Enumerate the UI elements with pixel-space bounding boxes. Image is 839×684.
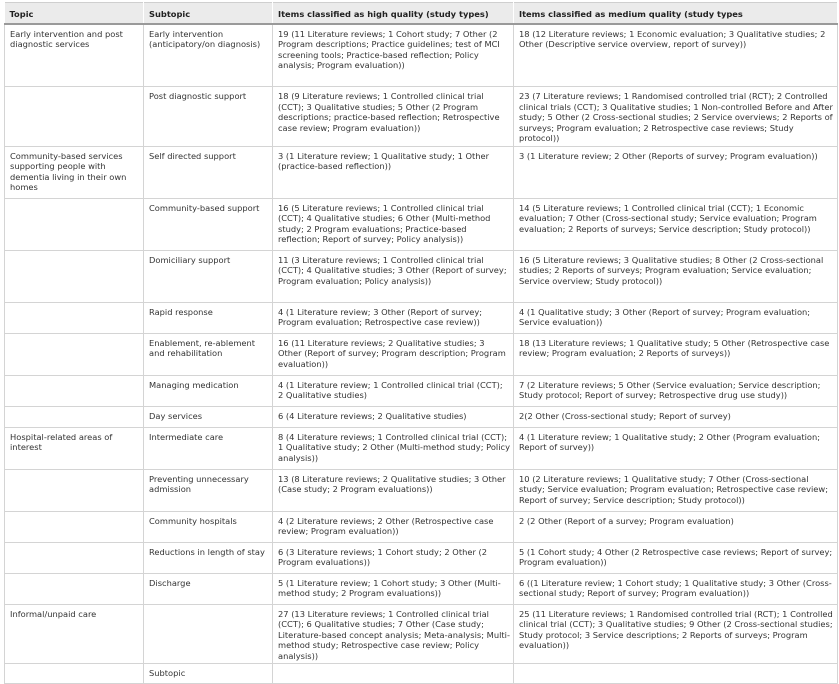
medium-quality-cell: 16 (5 Literature reviews; 3 Qualitative studies; 8 Other (2 Cross-sectional studies; 2 Reports of surveys; Program evaluation; Service evaluation; Service overview; Study protocol)) xyxy=(514,250,838,302)
medium-quality-cell: 25 (11 Literature reviews; 1 Randomised controlled trial (RCT); 1 Controlled clinical trial (CCT); 3 Qualitative studies; 9 Other (2 Cross-sectional studies; Study protocol; 3 Service descriptions; 2 Reports of surveys; Program evaluation)) xyxy=(514,604,838,664)
topic-cell xyxy=(5,664,144,684)
table-header-row xyxy=(5,3,838,24)
topic-cell: Early intervention and post diagnostic services xyxy=(5,24,144,87)
table-row xyxy=(5,375,838,406)
topic-cell xyxy=(5,250,144,302)
table-row xyxy=(5,24,838,87)
medium-quality-cell: 4 (1 Qualitative study; 3 Other (Report of survey; Program evaluation; Service evaluation)) xyxy=(514,302,838,333)
high-quality-cell: 27 (13 Literature reviews; 1 Controlled clinical trial (CCT); 6 Qualitative studies; 7 Other (Case study; Literature-based concept analysis; Meta-analysis; Multi-method study; Retrospective case review; Policy analysis)) xyxy=(273,604,514,664)
medium-quality-cell: 18 (12 Literature reviews; 1 Economic evaluation; 3 Qualitative studies; 2 Other (Descriptive service overview, report of survey)) xyxy=(514,24,838,87)
topic-cell xyxy=(5,198,144,250)
subtopic-cell: Enablement, re-ablement and rehabilitation xyxy=(144,333,273,375)
medium-quality-cell: 5 (1 Cohort study; 4 Other (2 Retrospective case reviews; Report of survey; Program evaluation)) xyxy=(514,542,838,573)
subtopic-cell: Reductions in length of stay xyxy=(144,542,273,573)
topic-cell xyxy=(5,406,144,427)
topic-cell xyxy=(5,302,144,333)
subtopic-cell: Preventing unnecessary admission xyxy=(144,469,273,511)
table-row xyxy=(5,250,838,302)
medium-quality-cell: 10 (2 Literature reviews; 1 Qualitative study; 7 Other (Cross-sectional study; Service evaluation; Program evaluation; Retrospective case review; Report of survey; Service description; Study protocol)) xyxy=(514,469,838,511)
high-quality-cell: 4 (1 Literature review; 3 Other (Report of survey; Program evaluation; Retrospective case review)) xyxy=(273,302,514,333)
header-high-quality: Items classified as high quality (study types) xyxy=(273,3,514,24)
medium-quality-cell: 2 (2 Other (Report of a survey; Program evaluation) xyxy=(514,511,838,542)
table-row xyxy=(5,542,838,573)
subtopic-cell: Post diagnostic support xyxy=(144,87,273,147)
table-row xyxy=(5,302,838,333)
topic-cell xyxy=(5,573,144,604)
topic-cell xyxy=(5,87,144,147)
medium-quality-cell: 14 (5 Literature reviews; 1 Controlled clinical trial (CCT); 1 Economic evaluation; 7 Other (Cross-sectional study; Service evaluation; Program evaluation; 2 Reports of surveys; Service description; Study protocol)) xyxy=(514,198,838,250)
table-row xyxy=(5,469,838,511)
header-medium-quality: Items classified as medium quality (study types xyxy=(514,3,838,24)
table-row xyxy=(5,511,838,542)
subtopic-cell: Intermediate care xyxy=(144,427,273,469)
topic-cell: Community-based services supporting people with dementia living in their own homes xyxy=(5,146,144,198)
topic-cell: Informal/unpaid care xyxy=(5,604,144,664)
study-types-table xyxy=(4,2,838,684)
topic-cell xyxy=(5,469,144,511)
high-quality-cell: 18 (9 Literature reviews; 1 Controlled clinical trial (CCT); 3 Qualitative studies; 5 Other (2 Program descriptions; practice-based reflection; Retrospective case review; Program evaluation)) xyxy=(273,87,514,147)
subtopic-cell: Subtopic xyxy=(144,664,273,684)
medium-quality-cell: 18 (13 Literature reviews; 1 Qualitative study; 5 Other (Retrospective case review; Program evaluation; 2 Reports of surveys)) xyxy=(514,333,838,375)
topic-cell: Hospital-related areas of interest xyxy=(5,427,144,469)
medium-quality-cell: 7 (2 Literature reviews; 5 Other (Service evaluation; Service description; Study protocol; Report of survey; Retrospective drug use study)) xyxy=(514,375,838,406)
high-quality-cell: 11 (3 Literature reviews; 1 Controlled clinical trial (CCT); 4 Qualitative studies; 3 Other (Report of survey; Program evaluation; Policy analysis)) xyxy=(273,250,514,302)
high-quality-cell: 6 (4 Literature reviews; 2 Qualitative studies) xyxy=(273,406,514,427)
topic-cell xyxy=(5,511,144,542)
table-row xyxy=(5,406,838,427)
high-quality-cell: 4 (1 Literature review; 1 Controlled clinical trial (CCT); 2 Qualitative studies) xyxy=(273,375,514,406)
study-types-table-container xyxy=(4,2,837,684)
medium-quality-cell: 23 (7 Literature reviews; 1 Randomised controlled trial (RCT); 2 Controlled clinical trials (CCT); 3 Qualitative studies; 1 Non-controlled Before and After study; 5 Other (2 Cross-sectional studies; 2 Service overviews; 2 Reports of surveys; Program evaluation; 2 Retrospective case reviews; Study protocol)) xyxy=(514,87,838,147)
table-row xyxy=(5,87,838,147)
topic-cell xyxy=(5,333,144,375)
high-quality-cell: 19 (11 Literature reviews; 1 Cohort study; 7 Other (2 Program descriptions; Practice guidelines; test of MCI screening tools; Practice-based reflection; Policy analysis; Program evaluation)) xyxy=(273,24,514,87)
high-quality-cell xyxy=(273,664,514,684)
subtopic-cell: Discharge xyxy=(144,573,273,604)
medium-quality-cell: 3 (1 Literature review; 2 Other (Reports of survey; Program evaluation)) xyxy=(514,146,838,198)
high-quality-cell: 4 (2 Literature reviews; 2 Other (Retrospective case review; Program evaluation)) xyxy=(273,511,514,542)
medium-quality-cell: 4 (1 Literature review; 1 Qualitative study; 2 Other (Program evaluation; Report of survey)) xyxy=(514,427,838,469)
high-quality-cell: 16 (5 Literature reviews; 1 Controlled clinical trial (CCT); 4 Qualitative studies; 6 Other (Multi-method study; 2 Program evaluations; Practice-based reflection; Report of survey; Policy analysis)) xyxy=(273,198,514,250)
high-quality-cell: 13 (8 Literature reviews; 2 Qualitative studies; 3 Other (Case study; 2 Program evaluations)) xyxy=(273,469,514,511)
high-quality-cell: 6 (3 Literature reviews; 1 Cohort study; 2 Other (2 Program evaluations)) xyxy=(273,542,514,573)
medium-quality-cell xyxy=(514,664,838,684)
header-subtopic: Subtopic xyxy=(144,3,273,24)
table-row xyxy=(5,604,838,664)
subtopic-cell: Community hospitals xyxy=(144,511,273,542)
high-quality-cell: 8 (4 Literature reviews; 1 Controlled clinical trial (CCT); 1 Qualitative study; 2 Other (Multi-method study; Policy analysis)) xyxy=(273,427,514,469)
subtopic-cell: Early intervention (anticipatory/on diagnosis) xyxy=(144,24,273,87)
table-row xyxy=(5,146,838,198)
topic-cell xyxy=(5,375,144,406)
subtopic-cell: Day services xyxy=(144,406,273,427)
subtopic-cell: Domiciliary support xyxy=(144,250,273,302)
high-quality-cell: 3 (1 Literature review; 1 Qualitative study; 1 Other (practice-based reflection)) xyxy=(273,146,514,198)
medium-quality-cell: 2(2 Other (Cross-sectional study; Report of survey) xyxy=(514,406,838,427)
table-row xyxy=(5,427,838,469)
high-quality-cell: 16 (11 Literature reviews; 2 Qualitative studies; 3 Other (Report of survey; Program description; Program evaluation)) xyxy=(273,333,514,375)
topic-cell xyxy=(5,542,144,573)
high-quality-cell: 5 (1 Literature review; 1 Cohort study; 3 Other (Multi-method study; 2 Program evaluations)) xyxy=(273,573,514,604)
subtopic-cell: Community-based support xyxy=(144,198,273,250)
subtopic-cell xyxy=(144,604,273,664)
subtopic-cell: Rapid response xyxy=(144,302,273,333)
header-topic: Topic xyxy=(5,3,144,24)
medium-quality-cell: 6 ((1 Literature review; 1 Cohort study; 1 Qualitative study; 3 Other (Cross-sectional study; Report of survey; Program evaluation)) xyxy=(514,573,838,604)
table-row xyxy=(5,333,838,375)
subtopic-cell: Managing medication xyxy=(144,375,273,406)
table-row xyxy=(5,198,838,250)
table-row xyxy=(5,664,838,684)
table-row xyxy=(5,573,838,604)
subtopic-cell: Self directed support xyxy=(144,146,273,198)
